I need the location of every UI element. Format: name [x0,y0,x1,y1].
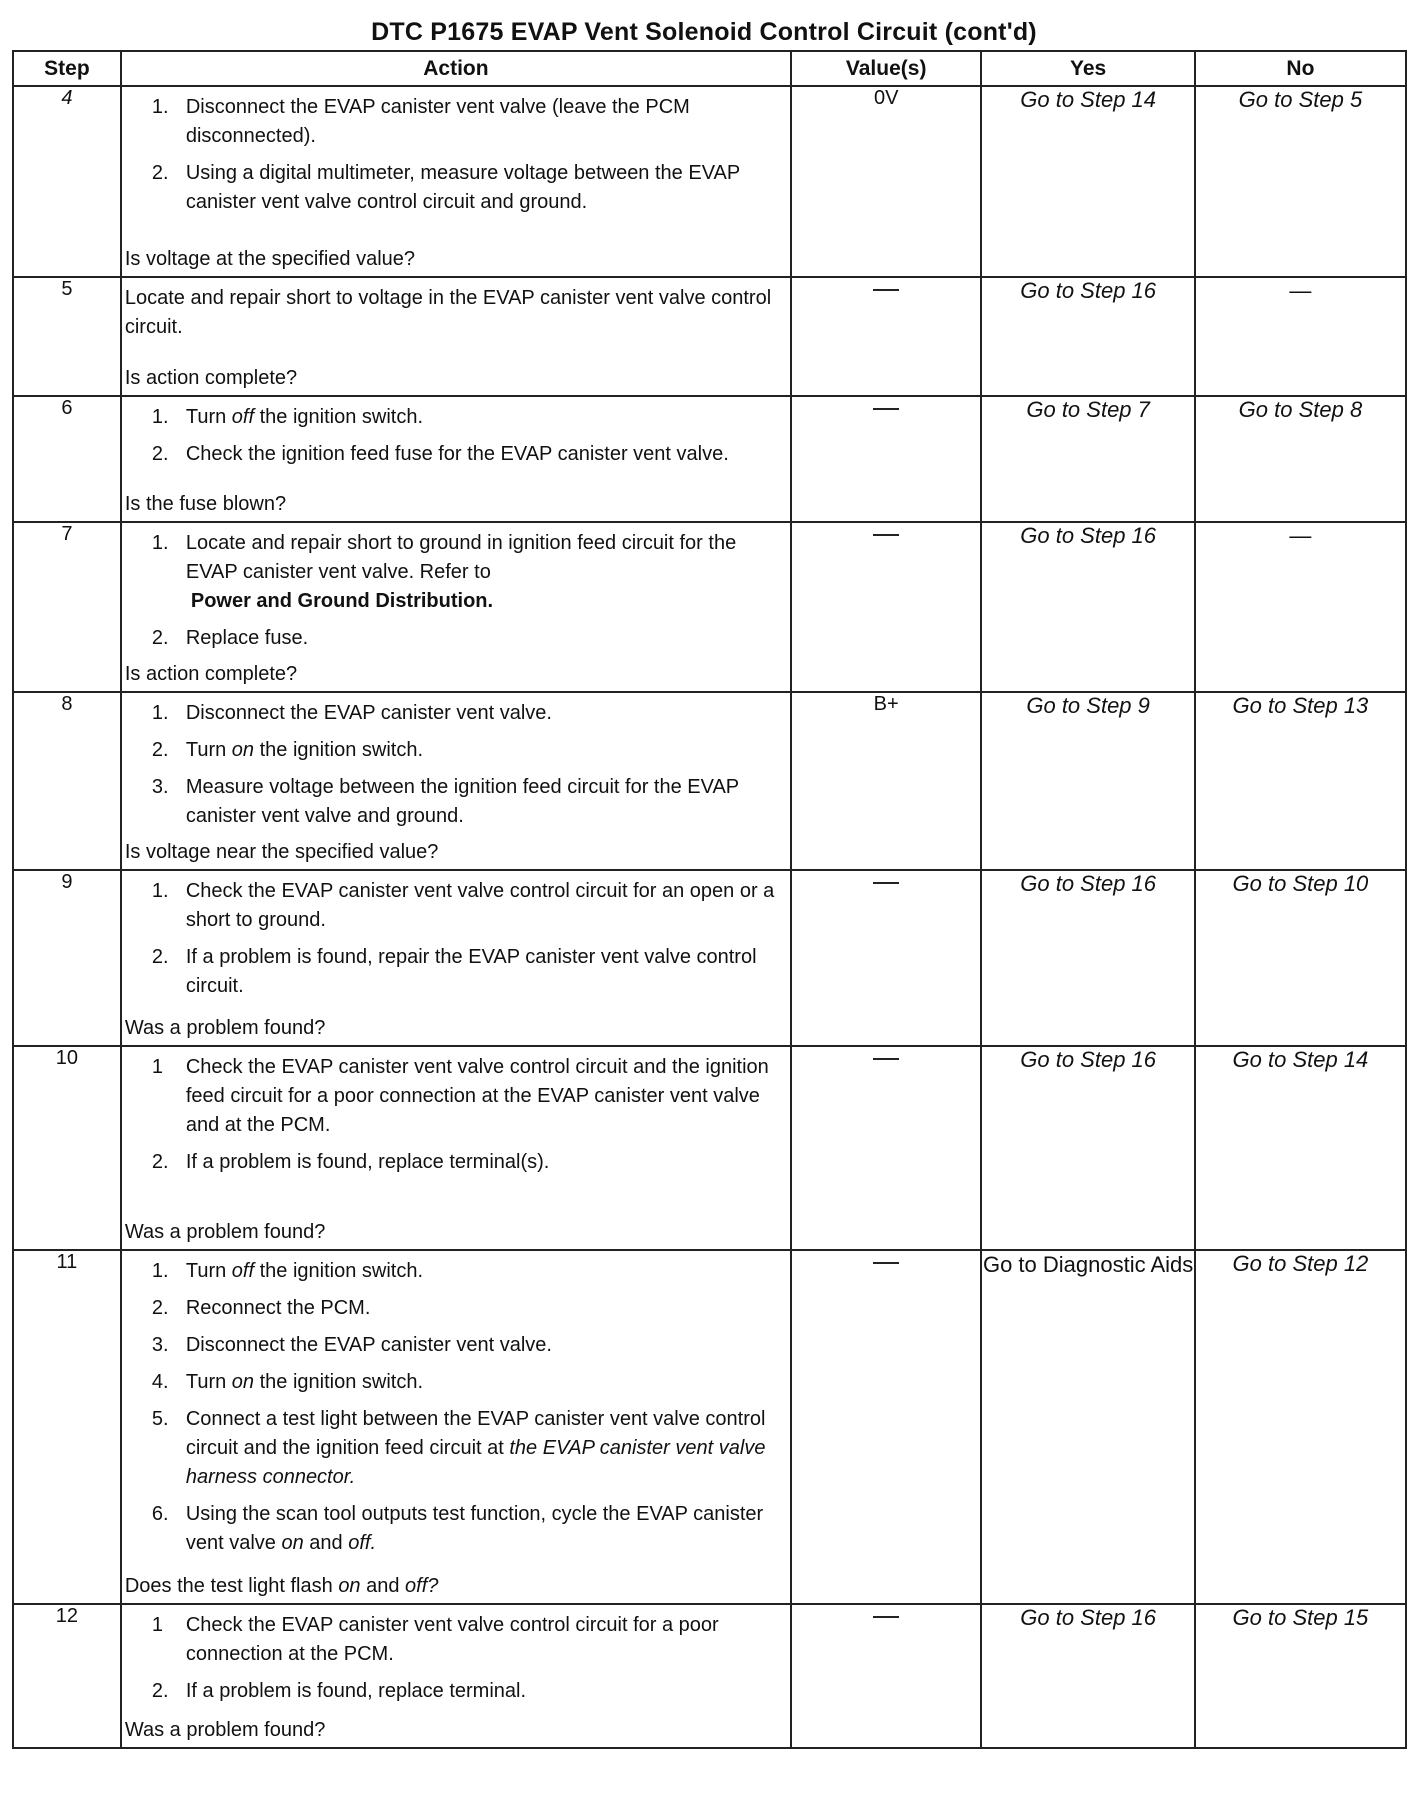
action-cell [121,1604,791,1748]
action-item [152,1611,782,1669]
table-header-row [13,51,1406,86]
header-yes: Yes [981,51,1194,86]
yes-cell: Go to Diagnostic Aids [981,1250,1194,1604]
item-number: 1. [151,1260,169,1282]
action-item [152,1368,782,1397]
yes-cell: Go to Step 16 [981,522,1194,692]
action-question: Is action complete? [124,367,298,389]
value-cell [791,522,981,692]
yes-cell: Go to Step 16 [981,1604,1194,1748]
yes-cell: Go to Step 7 [981,396,1194,522]
header-no: No [1195,51,1406,86]
item-number: 1 [151,1614,163,1636]
table-row [13,277,1406,396]
value-cell: B+ [791,692,981,870]
item-number: 1. [151,702,169,724]
item-text: Reconnect the PCM. [185,1297,371,1319]
value-cell [791,396,981,522]
action-text: Locate and repair short to voltage in the EVAP canister vent valve control circuit. [124,287,772,338]
item-text: Disconnect the EVAP canister vent valve. [185,1334,552,1356]
step-number: 12 [13,1604,121,1748]
no-cell: Go to Step 12 [1195,1250,1406,1604]
step-number: 4 [13,86,121,277]
table-row [13,86,1406,277]
no-cell: — [1195,277,1406,396]
action-item [152,736,782,765]
action-cell [121,277,791,396]
table-row [13,1046,1406,1250]
item-text: Check the ignition feed fuse for the EVAP canister vent valve. [185,443,729,465]
value-cell [791,1604,981,1748]
no-cell: Go to Step 15 [1195,1604,1406,1748]
item-text: Turn on the ignition switch. [185,739,424,761]
item-text: If a problem is found, replace terminal. [185,1680,527,1702]
yes-cell: Go to Step 16 [981,277,1194,396]
page-title: DTC P1675 EVAP Vent Solenoid Control Circuit (cont'd) [371,18,1037,46]
action-item [152,529,782,616]
header-action: Action [121,51,791,86]
action-item [152,773,782,831]
action-question: Is voltage near the specified value? [124,841,439,863]
no-cell: Go to Step 10 [1195,870,1406,1046]
step-number: 8 [13,692,121,870]
action-item [152,943,782,1001]
item-number: 2. [151,1680,169,1702]
action-cell [121,1046,791,1250]
item-text: Replace fuse. [185,627,309,649]
item-number: 1. [151,880,169,902]
reference-link-text: Power and Ground Distribution. [190,590,494,612]
action-item [152,1500,782,1558]
step-number: 7 [13,522,121,692]
item-text: Disconnect the EVAP canister vent valve. [185,702,552,724]
table-row [13,692,1406,870]
item-text: Check the EVAP canister vent valve control circuit and the ignition feed circuit for a poor connection at the EVAP canister vent valve and at the PCM. [185,1056,769,1136]
dash-mark [873,882,899,884]
action-item [152,403,782,432]
yes-cell: Go to Step 14 [981,86,1194,277]
action-question: Is the fuse blown? [124,493,287,515]
item-number: 1. [151,96,169,118]
item-number: 1. [151,406,169,428]
item-text: Check the EVAP canister vent valve control circuit for a poor connection at the PCM. [185,1614,719,1665]
value-cell [791,870,981,1046]
action-question: Is action complete? [124,663,298,685]
item-text: Locate and repair short to ground in ignition feed circuit for the EVAP canister vent valve. Refer to Power and Ground Distribution. [185,532,737,612]
step-number: 5 [13,277,121,396]
action-item [152,1294,782,1323]
action-question: Was a problem found? [124,1017,326,1039]
item-text: Check the EVAP canister vent valve control circuit for an open or a short to ground. [185,880,775,931]
item-text: Turn off the ignition switch. [185,406,424,428]
table-row [13,1604,1406,1748]
item-text: Measure voltage between the ignition feed circuit for the EVAP canister vent valve and ground. [185,776,739,827]
no-cell: Go to Step 8 [1195,396,1406,522]
yes-cell: Go to Step 16 [981,1046,1194,1250]
dash-mark [873,1616,899,1618]
dash-mark [873,534,899,536]
action-question: Was a problem found? [124,1221,326,1243]
item-number: 5. [151,1408,169,1430]
item-text: Using a digital multimeter, measure voltage between the EVAP canister vent valve control circuit and ground. [185,162,740,213]
no-cell: Go to Step 13 [1195,692,1406,870]
action-cell [121,870,791,1046]
item-number: 2. [151,1297,169,1319]
table-row [13,870,1406,1046]
action-question: Is voltage at the specified value? [124,248,416,270]
action-item [152,159,782,217]
dash-mark [873,289,899,291]
yes-cell: Go to Step 16 [981,870,1194,1046]
header-step: Step [13,51,121,86]
item-text: Turn on the ignition switch. [185,1371,424,1393]
value-cell [791,277,981,396]
value-cell [791,1250,981,1604]
item-number: 1 [151,1056,163,1078]
action-cell [121,522,791,692]
table-row [13,1250,1406,1604]
item-text: If a problem is found, replace terminal(s). [185,1151,550,1173]
step-number: 9 [13,870,121,1046]
item-number: 2. [151,1151,169,1173]
action-cell [121,86,791,277]
action-cell [121,396,791,522]
action-item [152,1257,782,1286]
step-number: 11 [13,1250,121,1604]
item-number: 2. [151,443,169,465]
item-number: 2. [151,627,169,649]
no-cell: — [1195,522,1406,692]
item-number: 2. [151,946,169,968]
action-question: Does the test light flash on and off? [124,1575,439,1597]
header-values: Value(s) [791,51,981,86]
item-number: 6. [151,1503,169,1525]
dash-mark [873,408,899,410]
action-cell [121,692,791,870]
item-number: 3. [151,776,169,798]
item-text: Using the scan tool outputs test function, cycle the EVAP canister vent valve on and off. [185,1503,764,1554]
diagnostic-table [12,50,1407,1749]
action-item [152,1331,782,1360]
item-text: If a problem is found, repair the EVAP canister vent valve control circuit. [185,946,757,997]
action-question: Was a problem found? [124,1719,326,1741]
action-item [152,93,782,151]
action-item [152,1677,782,1706]
item-text: Connect a test light between the EVAP canister vent valve control circuit and the ignition feed circuit at the EVAP canister vent valve harness connector. [185,1408,766,1488]
no-cell: Go to Step 5 [1195,86,1406,277]
item-text: Turn off the ignition switch. [185,1260,424,1282]
item-text: Disconnect the EVAP canister vent valve (leave the PCM disconnected). [185,96,690,147]
dash-mark [873,1262,899,1264]
item-number: 3. [151,1334,169,1356]
action-item [152,877,782,935]
action-item [152,699,782,728]
action-item [152,1148,782,1177]
no-cell: Go to Step 14 [1195,1046,1406,1250]
item-number: 2. [151,162,169,184]
action-item [152,624,782,653]
action-cell [121,1250,791,1604]
value-cell [791,1046,981,1250]
yes-cell: Go to Step 9 [981,692,1194,870]
action-item [152,1405,782,1492]
item-number: 4. [151,1371,169,1393]
item-number: 2. [151,739,169,761]
action-item [152,1053,782,1140]
step-number: 10 [13,1046,121,1250]
step-number: 6 [13,396,121,522]
dash-mark [873,1058,899,1060]
value-cell: 0V [791,86,981,277]
action-item [152,440,782,469]
item-number: 1. [151,532,169,554]
table-row [13,522,1406,692]
table-row [13,396,1406,522]
